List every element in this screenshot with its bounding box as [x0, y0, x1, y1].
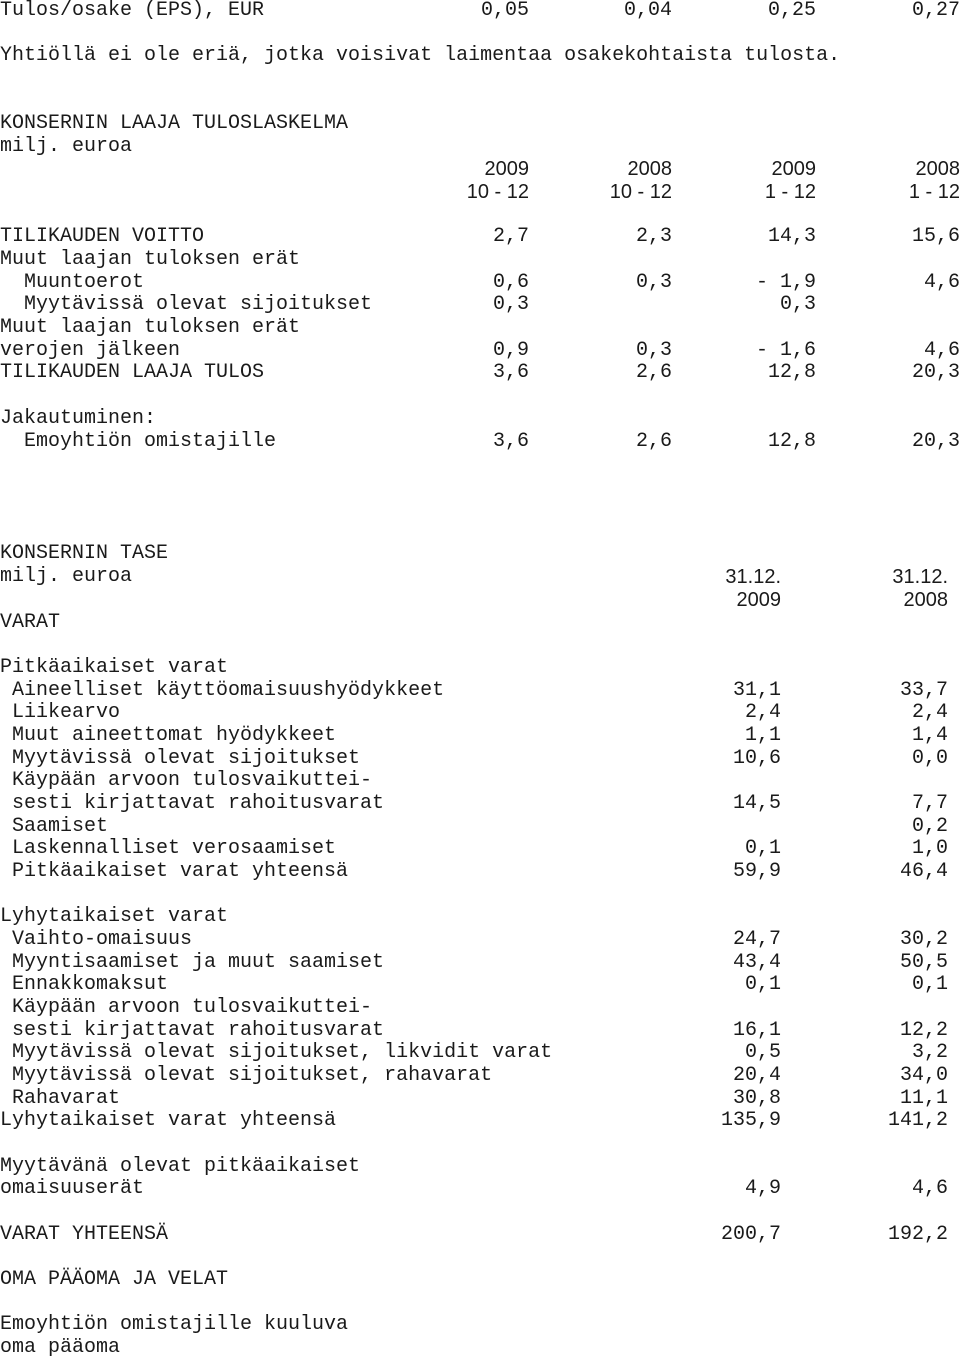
current-row-value: 3,2	[912, 1042, 948, 1064]
noncurrent-title: Pitkäaikaiset varat	[0, 657, 228, 679]
comprehensive-row-value: 15,6	[912, 226, 960, 248]
comprehensive-row-label: Muut laajan tuloksen erät	[0, 249, 300, 271]
noncurrent-row-value: 2,4	[745, 702, 781, 724]
column-date: 31.12.	[892, 566, 948, 588]
column-period: 1 - 12	[765, 181, 816, 203]
comprehensive-row-value: 4,6	[924, 340, 960, 362]
equity-liabilities-title: OMA PÄÄOMA JA VELAT	[0, 1269, 228, 1291]
noncurrent-row-value: 10,6	[733, 748, 781, 770]
eps-row-value: 0,25	[768, 0, 816, 22]
current-row-value: 43,4	[733, 952, 781, 974]
current-row-label: Myyntisaamiset ja muut saamiset	[0, 952, 384, 974]
total-assets-row-label: VARAT YHTEENSÄ	[0, 1224, 168, 1246]
current-row-value: 30,8	[733, 1088, 781, 1110]
comprehensive-row-value: - 1,9	[756, 272, 816, 294]
current-row-value: 20,4	[733, 1065, 781, 1087]
current-row-label: Ennakkomaksut	[0, 974, 168, 996]
assets-title: VARAT	[0, 612, 60, 634]
distribution-row-value: 3,6	[493, 431, 529, 453]
current-row-value: 135,9	[721, 1110, 781, 1132]
noncurrent-row-label: Laskennalliset verosaamiset	[0, 838, 336, 860]
comprehensive-row-value: 0,3	[636, 272, 672, 294]
noncurrent-row-value: 0,1	[745, 838, 781, 860]
current-row-value: 50,5	[900, 952, 948, 974]
current-row-value: 16,1	[733, 1020, 781, 1042]
noncurrent-row-value: 1,0	[912, 838, 948, 860]
current-row-value: 0,5	[745, 1042, 781, 1064]
column-year: 2009	[485, 158, 530, 180]
comprehensive-row-label: Myytävissä olevat sijoitukset	[0, 294, 372, 316]
held-for-sale-label: Myytävänä olevat pitkäaikaiset	[0, 1156, 360, 1178]
current-row-label: Lyhytaikaiset varat yhteensä	[0, 1110, 336, 1132]
noncurrent-row-label: Liikearvo	[0, 702, 120, 724]
current-row-label: sesti kirjattavat rahoitusvarat	[0, 1020, 384, 1042]
held-for-sale-row-value: 4,6	[912, 1178, 948, 1200]
noncurrent-row-value: 31,1	[733, 680, 781, 702]
comprehensive-row-value: 0,3	[493, 294, 529, 316]
column-period: 10 - 12	[610, 181, 672, 203]
noncurrent-row-value: 33,7	[900, 680, 948, 702]
balance-title: KONSERNIN TASE	[0, 543, 168, 565]
column-year: 2008	[916, 158, 960, 180]
column-date: 31.12.	[725, 566, 781, 588]
column-year: 2009	[737, 589, 782, 611]
comprehensive-row-value: 0,6	[493, 272, 529, 294]
noncurrent-row-label: Pitkäaikaiset varat yhteensä	[0, 861, 348, 883]
comprehensive-row-value: 3,6	[493, 362, 529, 384]
current-row-value: 12,2	[900, 1020, 948, 1042]
column-year: 2008	[628, 158, 673, 180]
current-row-label: Rahavarat	[0, 1088, 120, 1110]
noncurrent-row-label: Käypään arvoon tulosvaikuttei-	[0, 770, 372, 792]
noncurrent-row-value: 0,2	[912, 816, 948, 838]
equity-label: Emoyhtiön omistajille kuuluva	[0, 1314, 348, 1336]
current-row-label: Vaihto-omaisuus	[0, 929, 192, 951]
comprehensive-row-value: 14,3	[768, 226, 816, 248]
current-row-value: 0,1	[745, 974, 781, 996]
noncurrent-row-value: 1,4	[912, 725, 948, 747]
comprehensive-row-value: - 1,6	[756, 340, 816, 362]
comprehensive-row-label: verojen jälkeen	[0, 340, 180, 362]
eps-row-value: 0,04	[624, 0, 672, 22]
current-row-value: 24,7	[733, 929, 781, 951]
eps-row-label: Tulos/osake (EPS), EUR	[0, 0, 264, 22]
comprehensive-row-value: 0,3	[636, 340, 672, 362]
equity-label: oma pääoma	[0, 1337, 120, 1359]
balance-unit: milj. euroa	[0, 566, 132, 588]
current-row-label: Myytävissä olevat sijoitukset, likvidit varat	[0, 1042, 552, 1064]
column-year: 2009	[772, 158, 817, 180]
noncurrent-row-label: Aineelliset käyttöomaisuushyödykkeet	[0, 680, 444, 702]
comprehensive-row-value: 20,3	[912, 362, 960, 384]
comprehensive-row-label: Muut laajan tuloksen erät	[0, 317, 300, 339]
held-for-sale-row-value: 4,9	[745, 1178, 781, 1200]
noncurrent-row-value: 14,5	[733, 793, 781, 815]
distribution-row-value: 20,3	[912, 431, 960, 453]
column-period: 10 - 12	[467, 181, 529, 203]
total-assets-row-value: 200,7	[721, 1224, 781, 1246]
current-row-label: Myytävissä olevat sijoitukset, rahavarat	[0, 1065, 492, 1087]
comprehensive-row-value: 0,9	[493, 340, 529, 362]
current-title: Lyhytaikaiset varat	[0, 906, 228, 928]
comprehensive-row-value: 0,3	[780, 294, 816, 316]
column-year: 2008	[904, 589, 949, 611]
column-period: 1 - 12	[909, 181, 960, 203]
noncurrent-row-value: 46,4	[900, 861, 948, 883]
noncurrent-row-value: 7,7	[912, 793, 948, 815]
current-row-value: 0,1	[912, 974, 948, 996]
noncurrent-row-label: Muut aineettomat hyödykkeet	[0, 725, 336, 747]
current-row-value: 141,2	[888, 1110, 948, 1132]
noncurrent-row-value: 1,1	[745, 725, 781, 747]
current-row-value: 11,1	[900, 1088, 948, 1110]
eps-row-value: 0,05	[481, 0, 529, 22]
noncurrent-row-value: 59,9	[733, 861, 781, 883]
dilution-note: Yhtiöllä ei ole eriä, jotka voisivat laimentaa osakekohtaista tulosta.	[0, 45, 840, 67]
comprehensive-row-value: 2,7	[493, 226, 529, 248]
eps-row-value: 0,27	[912, 0, 960, 22]
noncurrent-row-label: sesti kirjattavat rahoitusvarat	[0, 793, 384, 815]
total-assets-row-value: 192,2	[888, 1224, 948, 1246]
distribution-row-label: Emoyhtiön omistajille	[0, 431, 276, 453]
noncurrent-row-value: 2,4	[912, 702, 948, 724]
comprehensive-row-label: Muuntoerot	[0, 272, 144, 294]
comprehensive-row-label: TILIKAUDEN LAAJA TULOS	[0, 362, 264, 384]
comprehensive-row-value: 12,8	[768, 362, 816, 384]
comprehensive-unit: milj. euroa	[0, 136, 132, 158]
noncurrent-row-label: Saamiset	[0, 816, 108, 838]
noncurrent-row-label: Myytävissä olevat sijoitukset	[0, 748, 360, 770]
comprehensive-row-value: 4,6	[924, 272, 960, 294]
distribution-row-value: 2,6	[636, 431, 672, 453]
comprehensive-row-value: 2,6	[636, 362, 672, 384]
noncurrent-row-value: 0,0	[912, 748, 948, 770]
distribution-label: Jakautuminen:	[0, 408, 156, 430]
distribution-row-value: 12,8	[768, 431, 816, 453]
comprehensive-title: KONSERNIN LAAJA TULOSLASKELMA	[0, 113, 348, 135]
current-row-value: 30,2	[900, 929, 948, 951]
comprehensive-row-value: 2,3	[636, 226, 672, 248]
comprehensive-row-label: TILIKAUDEN VOITTO	[0, 226, 204, 248]
held-for-sale-row-label: omaisuuserät	[0, 1178, 144, 1200]
current-row-value: 34,0	[900, 1065, 948, 1087]
current-row-label: Käypään arvoon tulosvaikuttei-	[0, 997, 372, 1019]
